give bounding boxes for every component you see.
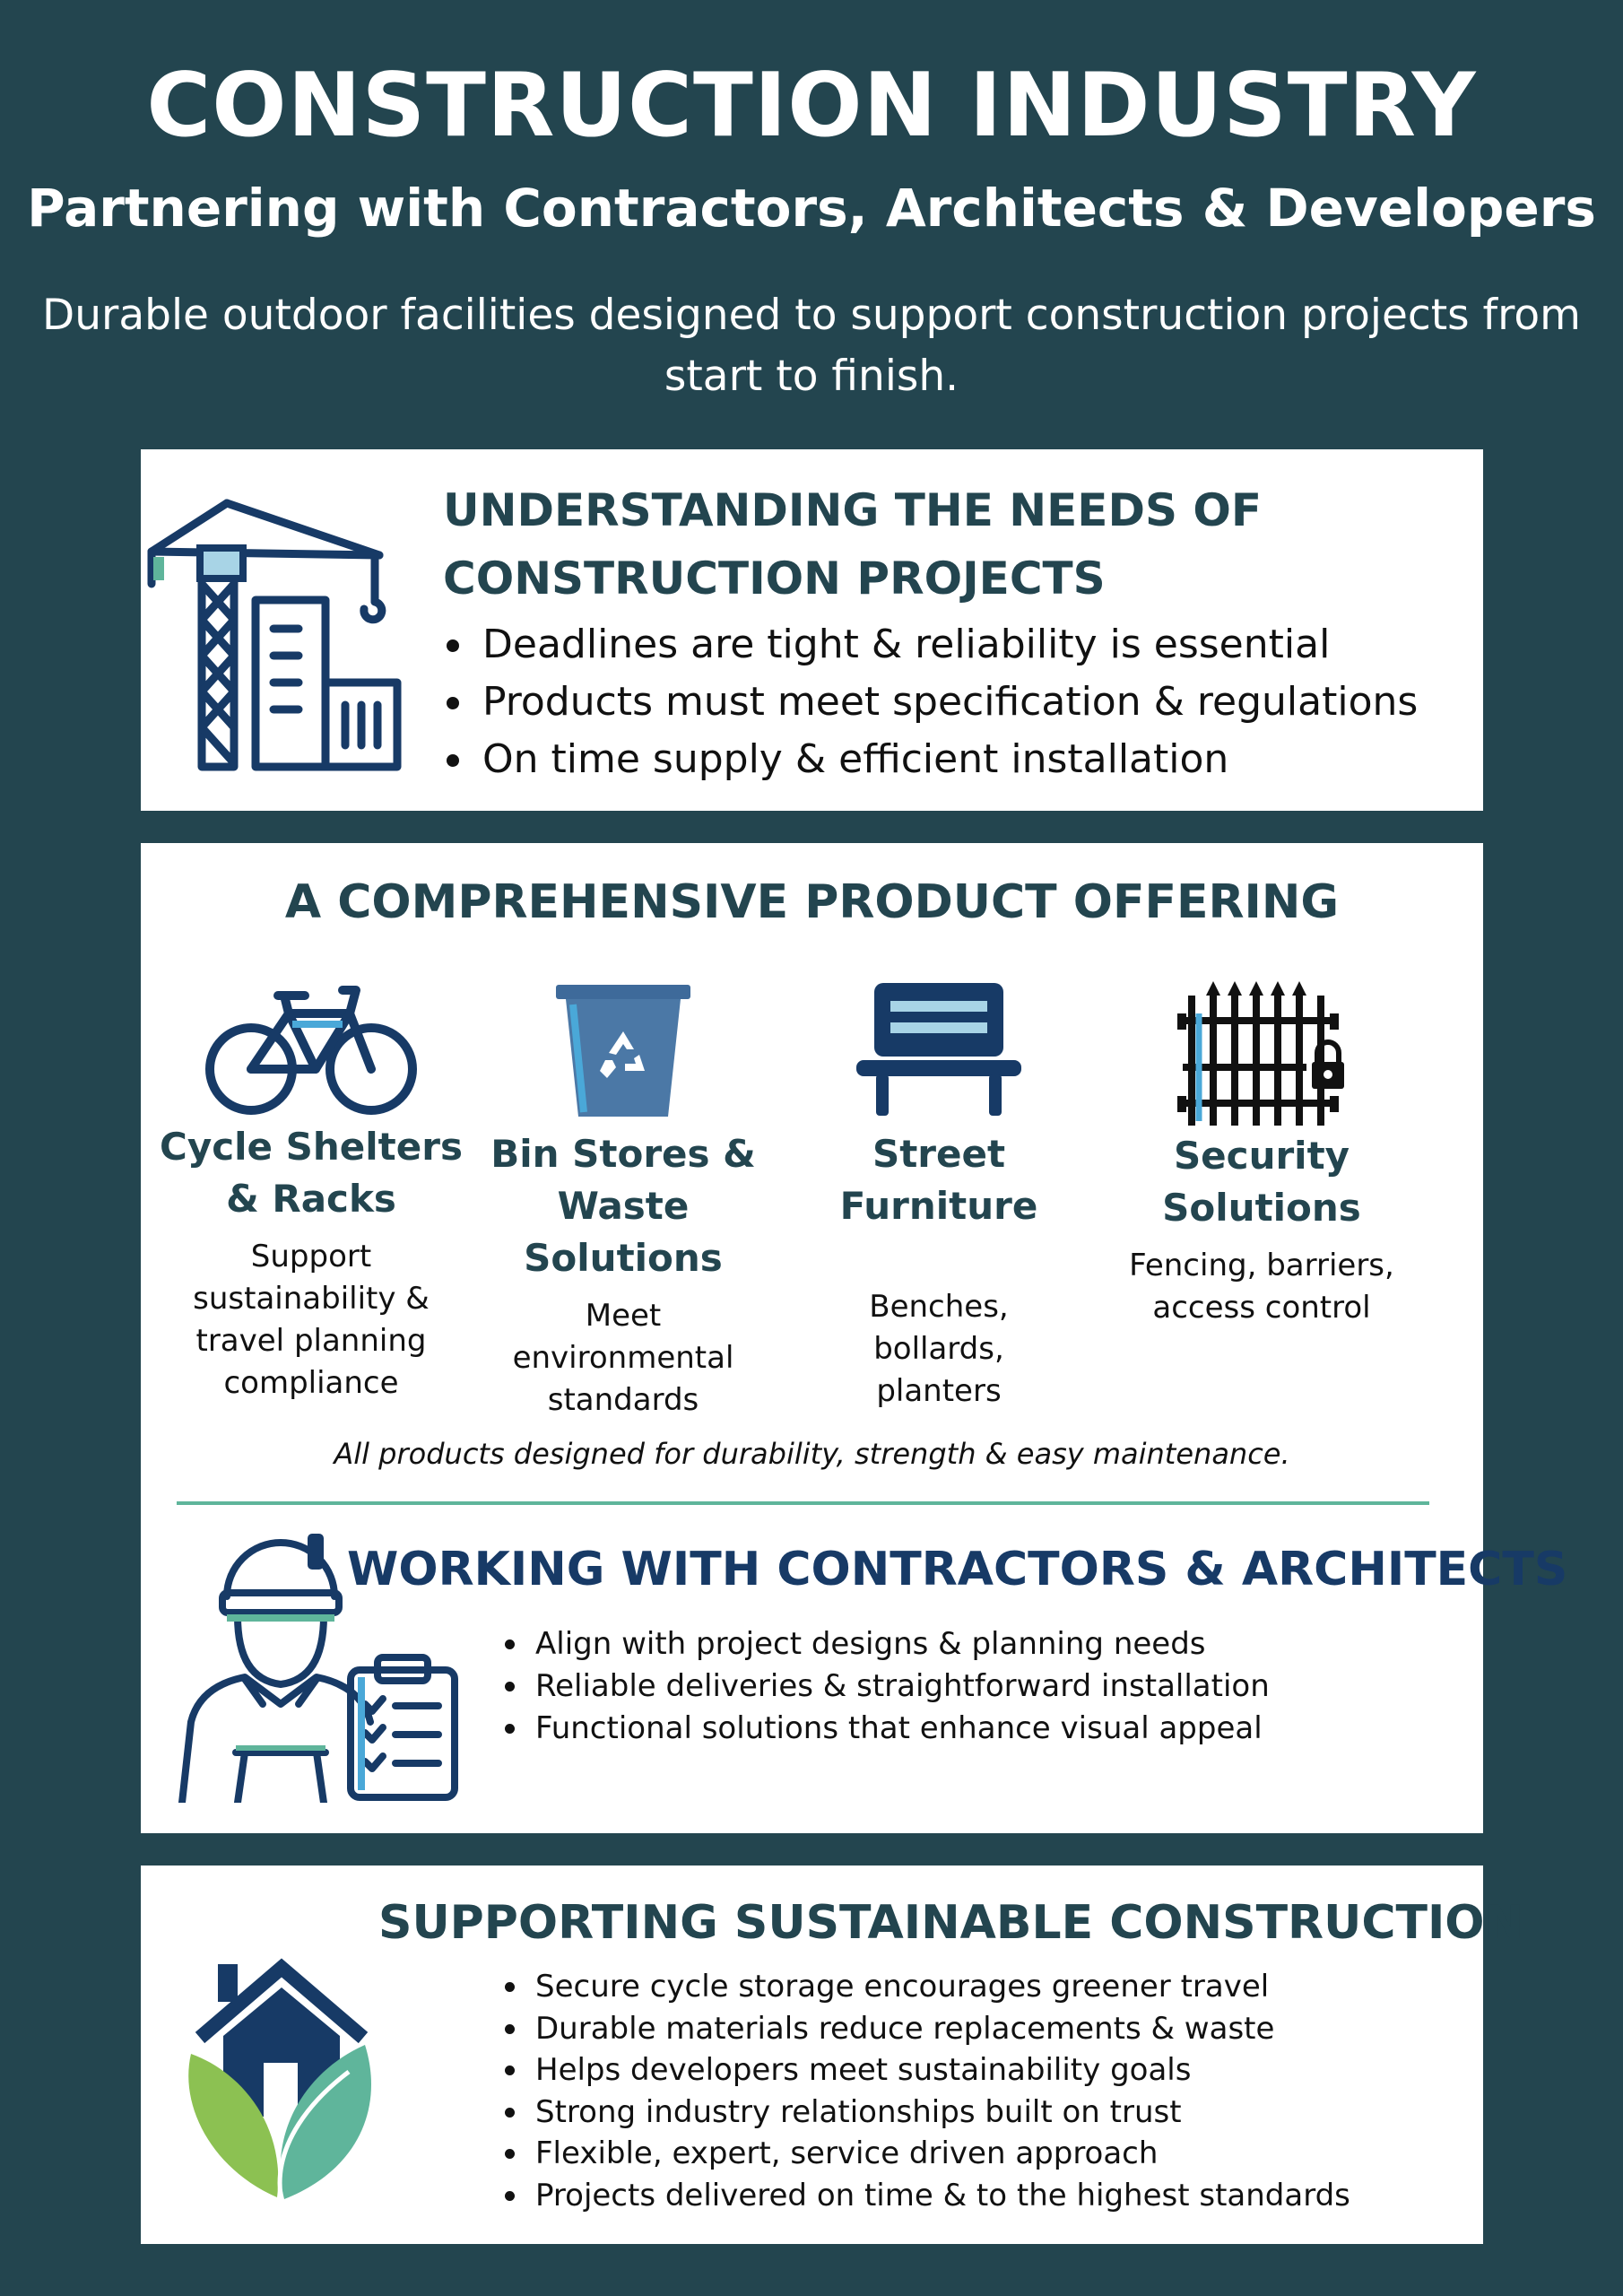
needs-title: UNDERSTANDING THE NEEDS OF CONSTRUCTION PROJECTS	[443, 484, 1263, 604]
needs-card	[141, 449, 1483, 811]
list-item: On time supply & efficient installation	[443, 731, 1418, 788]
product-cycle-shelters	[150, 978, 473, 1405]
sustain-list	[501, 1966, 1350, 2216]
house-leaves-icon	[187, 1955, 376, 2206]
needs-list	[443, 616, 1418, 788]
bench-icon	[849, 978, 1028, 1121]
product-name: Bin Stores & Waste Solutions	[490, 1132, 756, 1280]
sustain-card	[141, 1866, 1524, 2244]
product-desc: Meet environmental standards	[512, 1298, 734, 1418]
list-item: Secure cycle storage encourages greener travel	[501, 1966, 1350, 2008]
working-title: WORKING WITH CONTRACTORS & ARCHITECTS	[347, 1543, 1568, 1596]
list-item: Helps developers meet sustainability goals	[501, 2049, 1350, 2092]
product-name: Cycle Shelters & Racks	[160, 1125, 463, 1221]
bicycle-icon	[199, 978, 423, 1121]
list-item: Align with project designs & planning needs	[501, 1623, 1270, 1665]
tagline: Durable outdoor facilities designed to support construction projects from start to finish.	[42, 291, 1581, 401]
list-item: Functional solutions that enhance visual appeal	[501, 1708, 1270, 1750]
product-desc: Fencing, barriers, access control	[1129, 1248, 1394, 1326]
recycle-bin-icon	[551, 978, 695, 1121]
list-item: Projects delivered on time & to the highest standards	[501, 2175, 1350, 2217]
list-item: Durable materials reduce replacements & waste	[501, 2008, 1350, 2050]
offering-title: A COMPREHENSIVE PRODUCT OFFERING	[284, 875, 1340, 929]
list-item: Flexible, expert, service driven approach	[501, 2133, 1350, 2175]
product-name: Street Furniture	[839, 1132, 1038, 1228]
list-item: Deadlines are tight & reliability is essential	[443, 616, 1418, 674]
crane-building-icon	[146, 494, 415, 772]
product-name: Security Solutions	[1162, 1134, 1361, 1230]
divider	[177, 1501, 1429, 1505]
working-list	[501, 1623, 1270, 1750]
product-security	[1100, 978, 1423, 1329]
product-bin-stores	[462, 978, 785, 1422]
list-item: Reliable deliveries & straightforward installation	[501, 1665, 1270, 1708]
offering-card	[141, 843, 1568, 1833]
product-street-furniture	[777, 978, 1100, 1413]
gate-lock-icon	[1172, 978, 1351, 1130]
sustain-title: SUPPORTING SUSTAINABLE CONSTRUCTION	[378, 1896, 1524, 1950]
product-desc: Support sustainability & travel planning compliance	[193, 1239, 430, 1401]
page-subtitle: Partnering with Contractors, Architects & Developers	[27, 178, 1596, 239]
list-item: Products must meet specification & regulations	[443, 674, 1418, 731]
list-item: Strong industry relationships built on trust	[501, 2092, 1350, 2134]
page-title: CONSTRUCTION INDUSTRY	[146, 55, 1477, 157]
offering-note: All products designed for durability, strength & easy maintenance.	[334, 1437, 1290, 1471]
product-desc: Benches, bollards, planters	[869, 1289, 1009, 1409]
